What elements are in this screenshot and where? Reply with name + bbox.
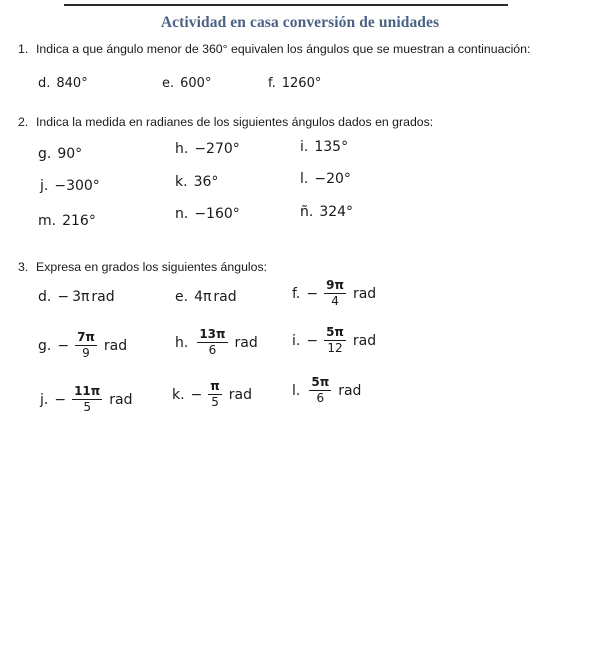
exercise-item (300, 204, 353, 220)
fraction (324, 326, 346, 355)
item-label: e. (175, 289, 189, 305)
numerator: 11π (74, 384, 101, 398)
item-value: 600° (180, 76, 212, 91)
header-rule (64, 4, 508, 6)
fraction (309, 376, 331, 405)
minus-sign: − (57, 337, 70, 354)
unit-label: rad (91, 289, 115, 305)
exercise-item (162, 76, 211, 91)
item-value: 840° (56, 76, 88, 91)
denominator: 6 (316, 391, 325, 405)
item-value: −160° (194, 206, 240, 222)
exercise-item (175, 289, 237, 305)
unit-label: rad (109, 391, 133, 408)
minus-sign: − (54, 391, 67, 408)
minus-sign: − (306, 332, 319, 349)
item-value: 1260° (281, 76, 322, 91)
item-value: 3π (72, 289, 90, 305)
item-label: l. (300, 171, 309, 187)
fraction (197, 328, 227, 357)
numerator: 9π (326, 278, 344, 292)
denominator: 5 (211, 395, 219, 409)
item-label: d. (38, 289, 52, 305)
question-1 (18, 42, 530, 56)
unit-label: rad (213, 289, 237, 305)
item-value: 4π (194, 289, 212, 305)
numerator: 5π (311, 375, 330, 389)
exercise-item (268, 76, 321, 91)
item-label: k. (172, 386, 185, 403)
unit-label: rad (228, 386, 253, 403)
fraction (75, 331, 97, 360)
item-value: −20° (314, 171, 351, 187)
exercise-item (300, 171, 351, 187)
item-label: g. (38, 337, 52, 354)
item-value: 90° (57, 146, 83, 162)
question-3 (18, 260, 267, 274)
exercise-item (175, 174, 218, 190)
item-value: 135° (314, 139, 349, 155)
exercise-item (38, 213, 96, 229)
numerator: π (210, 379, 220, 393)
item-label: i. (300, 139, 309, 155)
item-value: −300° (54, 178, 100, 194)
denominator: 5 (83, 400, 91, 414)
item-value: 216° (62, 213, 96, 229)
unit-label: rad (352, 285, 377, 302)
fraction (208, 380, 222, 409)
minus-sign: − (190, 386, 203, 403)
item-label: ñ. (300, 204, 314, 220)
item-label: g. (38, 146, 52, 162)
exercise-item (175, 206, 240, 222)
minus-sign: − (306, 285, 319, 302)
exercise-item (40, 178, 100, 194)
exercise-item (300, 139, 348, 155)
unit-label: rad (234, 334, 258, 351)
exercise-item (38, 331, 127, 360)
item-label: d. (38, 76, 51, 91)
item-label: l. (292, 382, 301, 399)
item-value: 324° (319, 204, 354, 220)
exercise-item (38, 146, 82, 162)
item-label: k. (175, 174, 188, 190)
exercise-item (175, 141, 240, 157)
exercise-item (40, 385, 133, 414)
unit-label: rad (103, 337, 128, 354)
unit-label: rad (338, 382, 362, 399)
numerator: 5π (326, 325, 344, 339)
item-value: −270° (194, 141, 240, 157)
fraction (324, 279, 346, 308)
numerator: 13π (199, 327, 226, 341)
fraction (72, 385, 102, 414)
denominator: 4 (331, 294, 339, 308)
question-text: Indica la medida en radianes de los siguientes ángulos dados en grados: (36, 115, 434, 129)
exercise-item (172, 380, 252, 409)
exercise-item (292, 326, 376, 355)
question-text: Expresa en grados los siguientes ángulos: (36, 260, 268, 274)
exercise-item (38, 289, 115, 305)
numerator: 7π (77, 330, 95, 344)
item-label: h. (175, 334, 189, 351)
item-label: i. (292, 332, 301, 349)
question-number: 2. (18, 115, 29, 129)
question-text: Indica a que ángulo menor de 360° equivalen los ángulos que se muestran a continuación: (36, 42, 531, 56)
denominator: 9 (82, 346, 90, 360)
denominator: 6 (208, 343, 217, 357)
item-label: e. (162, 76, 175, 91)
item-label: n. (175, 206, 189, 222)
item-label: f. (292, 285, 301, 302)
question-number: 3. (18, 260, 29, 274)
exercise-item (38, 76, 88, 91)
minus-sign: − (57, 289, 70, 305)
page-title: Actividad en casa conversión de unidades (160, 14, 440, 31)
unit-label: rad (352, 332, 377, 349)
item-label: j. (40, 391, 49, 408)
question-2 (18, 115, 433, 129)
item-value: 36° (193, 174, 219, 190)
item-label: m. (38, 213, 57, 229)
question-number: 1. (18, 42, 29, 56)
exercise-item (175, 328, 258, 357)
denominator: 12 (327, 341, 343, 355)
exercise-item (292, 279, 376, 308)
item-label: h. (175, 141, 189, 157)
exercise-item (292, 376, 361, 405)
item-label: j. (40, 178, 49, 194)
item-label: f. (268, 76, 276, 91)
